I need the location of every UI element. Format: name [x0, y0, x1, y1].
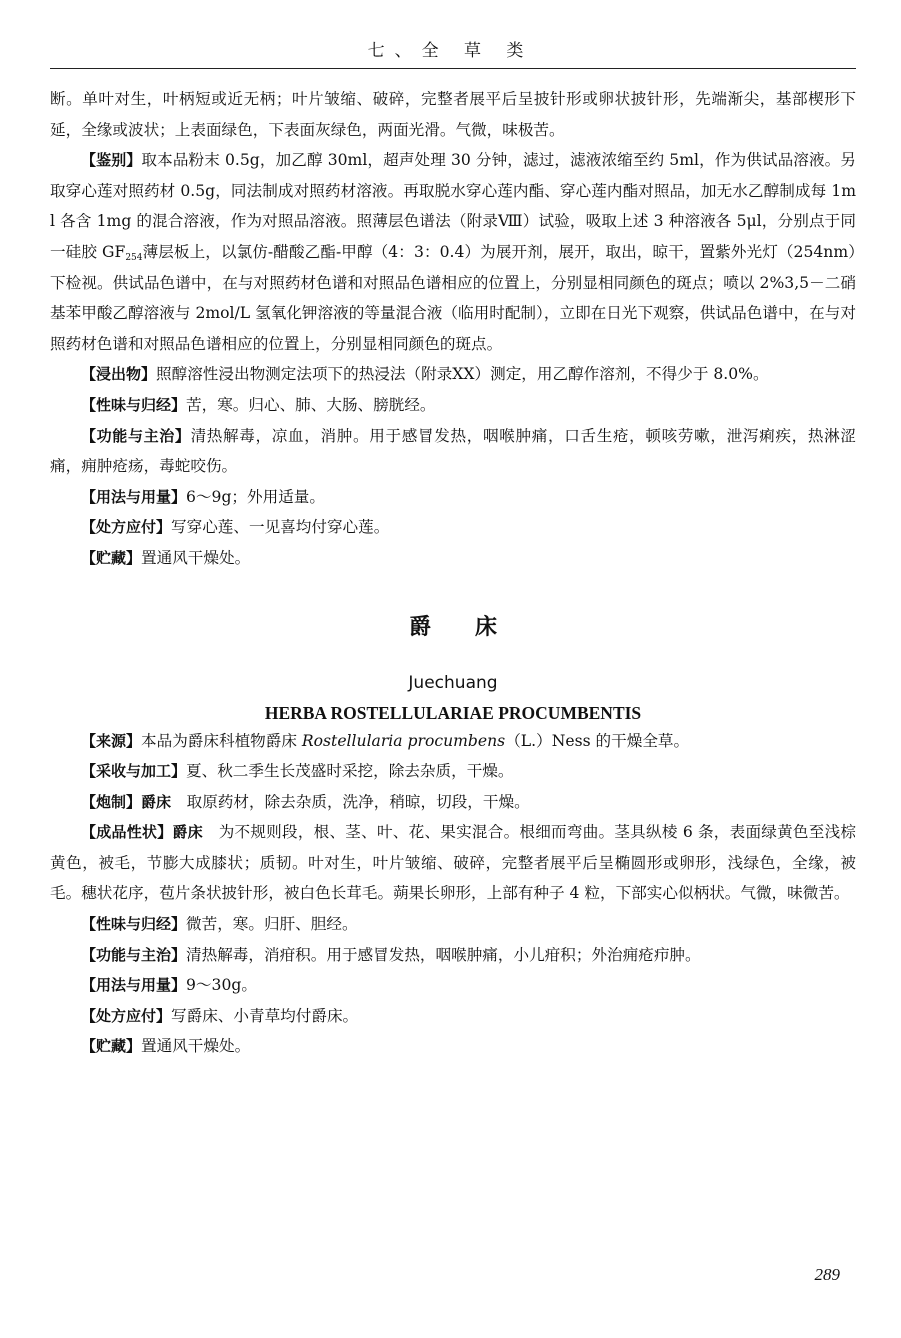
source-text-after: （L.）Ness 的干燥全草。	[505, 731, 690, 750]
header-rule	[50, 68, 856, 69]
running-head: 七、全 草 类	[367, 41, 534, 61]
usage-text-2: 9～30g。	[186, 976, 257, 995]
usage-section-2	[50, 970, 856, 1001]
nature-section	[50, 390, 856, 421]
harvest-section	[50, 756, 856, 787]
usage-label-2: 【用法与用量】	[81, 976, 187, 995]
processing-text: 取原药材，除去杂质，洗净，稍晾，切段，干燥。	[186, 792, 530, 811]
identification-section	[50, 145, 856, 359]
herb-title: 爵床	[408, 614, 541, 640]
usage-text: 6～9g；外用适量。	[186, 487, 325, 506]
identification-text-1: 取本品粉末 0.5g，加乙醇 30ml，超声处理 30 分钟，滤过，滤液浓缩至约 5ml，作为供试品溶液。另取穿心莲对照药材 0.5g，同法制成对照药材溶液。再取脱水穿心莲内酯、穿心莲内酯对照品，加无水乙醇制成每 1ml 各含 1mg 的混合溶液，作为对照品溶液。照薄层色谱法（附录Ⅷ）试验，吸取上述 3 种溶液各 5μl，分别点于同一硅胶 GF	[50, 151, 856, 261]
page-body	[50, 84, 856, 1062]
function-label-2: 【功能与主治】	[81, 945, 187, 964]
usage-label: 【用法与用量】	[81, 487, 187, 506]
prescription-label-2: 【处方应付】	[81, 1006, 172, 1025]
storage-text-2: 置通风干燥处。	[141, 1037, 251, 1056]
function-text: 清热解毒，凉血，消肿。用于感冒发热，咽喉肿痛，口舌生疮，顿咳劳嗽，泄泻痢疾，热淋涩痛，痈肿疮疡，毒蛇咬伤。	[50, 426, 856, 476]
prescription-text: 写穿心莲、一见喜均付穿心莲。	[171, 518, 390, 537]
page-number: 289	[814, 1265, 840, 1284]
extract-section	[50, 359, 856, 390]
function-section-2	[50, 940, 856, 971]
prescription-text-2: 写爵床、小青草均付爵床。	[171, 1006, 359, 1025]
herb-latin-name: HERBA ROSTELLULARIAE PROCUMBENTIS	[264, 702, 642, 723]
usage-section	[50, 482, 856, 513]
storage-text: 置通风干燥处。	[141, 548, 251, 567]
identification-label: 【鉴别】	[81, 151, 142, 170]
harvest-label: 【采收与加工】	[81, 762, 187, 781]
function-section	[50, 421, 856, 482]
storage-label: 【贮藏】	[81, 548, 142, 567]
source-section	[50, 726, 856, 757]
nature-section-2	[50, 909, 856, 940]
function-text-2: 清热解毒，消疳积。用于感冒发热，咽喉肿痛，小儿疳积；外治痈疮疖肿。	[186, 945, 701, 964]
prescription-section	[50, 512, 856, 543]
extract-label: 【浸出物】	[81, 365, 157, 384]
function-label: 【功能与主治】	[81, 426, 191, 445]
prescription-label: 【处方应付】	[81, 518, 172, 537]
storage-section	[50, 543, 856, 574]
harvest-text: 夏、秋二季生长茂盛时采挖，除去杂质，干燥。	[186, 762, 514, 781]
nature-text-2: 微苦，寒。归肝、胆经。	[186, 915, 358, 934]
nature-label-2: 【性味与归经】	[81, 915, 187, 934]
nature-text: 苦，寒。归心、肺、大肠、膀胱经。	[186, 395, 436, 414]
herb-pinyin: Juechuang	[408, 672, 498, 693]
characteristics-label: 【成品性状】爵床	[81, 823, 203, 842]
characteristics-text: 为不规则段，根、茎、叶、花、果实混合。根细而弯曲。茎具纵棱 6 条，表面绿黄色至浅棕黄色，被毛，节膨大成膝状；质韧。叶对生，叶片皱缩、破碎，完整者展平后呈椭圆形或卵形，浅绿色，全缘，被毛。穗状花序，苞片条状披针形，被白色长茸毛。蒴果长卵形，上部有种子 4 粒，下部实心似柄状。气微，味微苦。	[50, 823, 856, 903]
source-label: 【来源】	[81, 731, 142, 750]
prescription-section-2	[50, 1001, 856, 1032]
identification-text-2: 薄层板上，以氯仿-醋酸乙酯-甲醇（4：3：0.4）为展开剂，展开，取出，晾干，置紫外光灯（254nm）下检视。供试品色谱中，在与对照药材色谱和对照品色谱相应的位置上，分别显相同颜色的斑点；喷以 2%3,5－二硝基苯甲酸乙醇溶液与 2mol/L 氢氧化钾溶液的等量混合液（临用时配制），立即在日光下观察，供试品色谱中，在与对照药材色谱和对照品色谱相应的位置上，分别显相同颜色的斑点。	[50, 242, 857, 353]
nature-label: 【性味与归经】	[81, 395, 187, 414]
species-name: Rostellularia procumbens	[301, 731, 506, 750]
processing-label: 【炮制】爵床	[81, 792, 172, 811]
source-text-before: 本品为爵床科植物爵床	[141, 731, 302, 750]
processing-section	[50, 787, 856, 818]
continued-paragraph: 断。单叶对生，叶柄短或近无柄；叶片皱缩、破碎，完整者展平后呈披针形或卵状披针形，先端渐尖，基部楔形下延，全缘或波状；上表面绿色，下表面灰绿色，两面光滑。气微，味极苦。	[50, 90, 856, 139]
gf-subscript: 254	[125, 252, 143, 263]
extract-text: 照醇溶性浸出物测定法项下的热浸法（附录ⅩⅩ）测定，用乙醇作溶剂，不得少于 8.0%。	[156, 365, 769, 384]
storage-section-2	[50, 1031, 856, 1062]
characteristics-section	[50, 817, 856, 909]
storage-label-2: 【贮藏】	[81, 1037, 142, 1056]
